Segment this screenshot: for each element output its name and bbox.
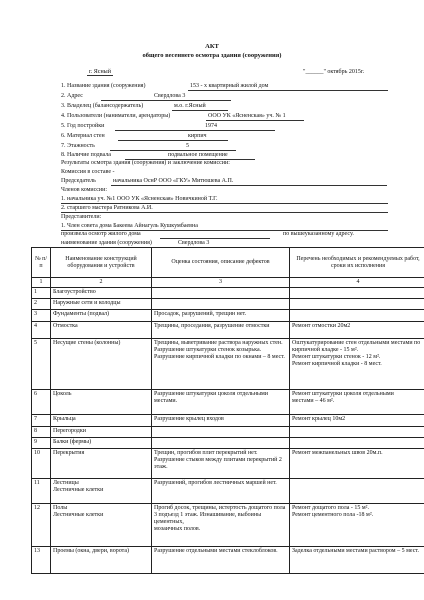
required-works-line: местами – 46 м². bbox=[292, 397, 335, 404]
required-works bbox=[290, 503, 424, 546]
construction-name-line: Фундаменты (подвал) bbox=[53, 310, 110, 317]
field-label: 3. Владелец (балансодержатель) bbox=[61, 103, 144, 109]
construction-name-line: Перегородки bbox=[53, 427, 86, 434]
field-label: 1. Название здания (сооружения) bbox=[61, 83, 146, 89]
table-row bbox=[32, 309, 424, 321]
required-works-line: Ремонт штукатурки цоколя отдельными bbox=[292, 390, 394, 397]
construction-name bbox=[51, 448, 152, 478]
document-subtitle: общего весеннего осмотра здания (сооружения) bbox=[142, 52, 282, 59]
field-value: м.о. г.Ясный bbox=[174, 103, 206, 109]
defect-description bbox=[152, 298, 290, 309]
construction-name-line: Крыльца bbox=[53, 415, 76, 422]
field-label: 8. Наличие подвала bbox=[61, 152, 111, 158]
construction-name-line: Лестничные клетки bbox=[53, 511, 104, 518]
defect-description bbox=[152, 448, 290, 478]
building-name-value: Свердлова 3 bbox=[178, 240, 210, 246]
colnum: 2 bbox=[51, 278, 152, 288]
table-header-row bbox=[32, 248, 424, 278]
construction-name bbox=[51, 338, 152, 389]
colnum: 3 bbox=[152, 278, 290, 288]
required-works bbox=[290, 309, 424, 321]
required-works-line: Ремонт кирпичной кладки - 8 мест. bbox=[292, 360, 382, 367]
document-title: АКТ bbox=[205, 43, 219, 50]
row-number: 4 bbox=[32, 321, 51, 338]
table-row bbox=[32, 503, 424, 546]
table-row bbox=[32, 426, 424, 437]
header-name: Наименование конструкций оборудования и устройств bbox=[51, 248, 152, 278]
required-works-line: Заделка отдельными местами раствором – 5 мест. bbox=[292, 547, 420, 554]
defect-description bbox=[152, 503, 290, 546]
colnum: 1 bbox=[32, 278, 51, 288]
table-row bbox=[32, 414, 424, 426]
required-works-line: Ремонт штукатурки стенок - 12 м². bbox=[292, 353, 381, 360]
required-works bbox=[290, 426, 424, 437]
field-label: 7. Этажность bbox=[61, 143, 95, 149]
table-row bbox=[32, 321, 424, 338]
defect-description-line: Разрушений, прогибов лестничных маршей нет. bbox=[154, 479, 277, 486]
required-works bbox=[290, 437, 424, 448]
field-value: 5 bbox=[186, 143, 189, 149]
required-works bbox=[290, 287, 424, 298]
construction-name-line: Наружные сети и колодцы bbox=[53, 299, 121, 306]
members-label: Членов комиссии: bbox=[61, 187, 108, 193]
construction-name bbox=[51, 298, 152, 309]
row-number: 1 bbox=[32, 287, 51, 298]
inspection-statement: произвела осмотр жилого дома bbox=[61, 231, 141, 237]
required-works-line: Оштукатурирование стен отдельными местами по кирпичной кладке - 15 м². bbox=[292, 339, 421, 353]
defect-description-line: Прогиб досок, трещины, истертость дощатого пола bbox=[154, 504, 286, 511]
construction-name-line: Лестничные клетки bbox=[53, 486, 104, 493]
required-works-line: Ремонт межпанельных швов 20м.п. bbox=[292, 449, 383, 456]
field-label: 4. Пользователи (наниматели, арендаторы) bbox=[61, 113, 171, 119]
table-row bbox=[32, 448, 424, 478]
required-works-line: Ремонт цементного пола -18 м². bbox=[292, 511, 374, 518]
field-label: 2. Адрес bbox=[61, 93, 83, 99]
construction-name bbox=[51, 437, 152, 448]
row-number: 11 bbox=[32, 478, 51, 503]
row-number: 2 bbox=[32, 298, 51, 309]
defect-description-line: Трещины, проседания, разрушение отмостки bbox=[154, 322, 270, 329]
row-number: 12 bbox=[32, 503, 51, 546]
table-row bbox=[32, 338, 424, 389]
row-number: 7 bbox=[32, 414, 51, 426]
construction-name-line: Лестницы bbox=[53, 479, 79, 486]
table-row bbox=[32, 478, 424, 503]
construction-name bbox=[51, 389, 152, 414]
defect-description-line: Разрушение крылец входов bbox=[154, 415, 224, 422]
table-row bbox=[32, 389, 424, 414]
row-number: 6 bbox=[32, 389, 51, 414]
required-works bbox=[290, 414, 424, 426]
document-date: "______" октябрь 2015г. bbox=[303, 69, 365, 75]
defect-description bbox=[152, 309, 290, 321]
header-works: Перечень необходимых и рекомендуемых работ, сроки их исполнения bbox=[290, 248, 424, 278]
results-heading: Результаты осмотра здания (сооружения) и заключение комиссии: bbox=[61, 160, 230, 166]
required-works-line: Ремонт дощатого пола - 15 м². bbox=[292, 504, 369, 511]
defect-description bbox=[152, 426, 290, 437]
defect-description bbox=[152, 338, 290, 389]
colnum: 4 bbox=[290, 278, 424, 288]
chair-value: начальника ОснР ООО «ГКУ» Митюшева А.П. bbox=[113, 178, 234, 184]
row-number: 3 bbox=[32, 309, 51, 321]
defect-description-line: Разрушение кирпичной кладки по окнами – 8 мест. bbox=[154, 353, 285, 360]
defect-description-line: Трещин, прогибов плит перекрытий нет. Разрушение стыков между плитами перекрытий 2 этаж. bbox=[154, 449, 282, 470]
construction-name-line: Отмостка bbox=[53, 322, 78, 329]
defect-description bbox=[152, 287, 290, 298]
field-value: Свердлова 3 bbox=[154, 93, 186, 99]
defect-description-line: Трещины, выветривание раствора наружных стен. Разрушение штукатурки стенок козырька. bbox=[154, 339, 283, 353]
construction-name-line: Перекрытия bbox=[53, 449, 85, 456]
required-works bbox=[290, 298, 424, 309]
table-row bbox=[32, 287, 424, 298]
required-works bbox=[290, 321, 424, 338]
table-row bbox=[32, 437, 424, 448]
defect-description-line: Разрушение отдельными местами стеклоблоков. bbox=[154, 547, 278, 554]
construction-name bbox=[51, 546, 152, 573]
row-number: 10 bbox=[32, 448, 51, 478]
required-works-line: Ремонт крылец 10м2 bbox=[292, 415, 346, 422]
required-works bbox=[290, 338, 424, 389]
defect-description bbox=[152, 389, 290, 414]
row-number: 9 bbox=[32, 437, 51, 448]
construction-name-line: Благоустройство bbox=[53, 288, 96, 295]
defect-description bbox=[152, 546, 290, 573]
representative: 1. Член совета дома Бакеева Айнагуль Кушкумбаевна bbox=[61, 223, 198, 229]
row-number: 5 bbox=[32, 338, 51, 389]
row-number: 13 bbox=[32, 546, 51, 573]
field-value: кирпич bbox=[188, 133, 207, 139]
construction-name-line: Несущие стены (колонны) bbox=[53, 339, 121, 346]
header-no: № п/п bbox=[32, 248, 51, 278]
construction-name bbox=[51, 287, 152, 298]
field-label: 5. Год постройки bbox=[61, 123, 105, 129]
table-row bbox=[32, 546, 424, 573]
representatives-label: Представители: bbox=[61, 214, 102, 220]
construction-name-line: Цоколь bbox=[53, 390, 72, 397]
construction-name-line: Проемы (окна, двери, ворота) bbox=[53, 547, 129, 554]
defect-description bbox=[152, 321, 290, 338]
required-works bbox=[290, 389, 424, 414]
field-value: ООО УК «Ясненская» уч. № 1 bbox=[208, 113, 286, 119]
construction-name-line: Полы bbox=[53, 504, 68, 511]
table-row bbox=[32, 298, 424, 309]
required-works-line: Ремонт отмостки 20м2 bbox=[292, 322, 351, 329]
field-value: 1974 bbox=[205, 123, 217, 129]
construction-name bbox=[51, 309, 152, 321]
defect-description-line: мозаичных полов. bbox=[154, 525, 201, 532]
required-works bbox=[290, 478, 424, 503]
chair-label: Председатель bbox=[61, 178, 96, 184]
field-value: 153 - х квартирный жилой дом bbox=[190, 83, 269, 89]
building-name-label: наименование здания (сооружения) bbox=[61, 240, 152, 246]
required-works bbox=[290, 448, 424, 478]
commission-composition: Комиссия в составе - bbox=[61, 169, 115, 175]
field-value: подвальное помещение bbox=[168, 152, 228, 158]
row-number: 8 bbox=[32, 426, 51, 437]
defect-description-line: Разрушение штукатурки цоколя отдельными местами. bbox=[154, 390, 268, 404]
defect-description bbox=[152, 478, 290, 503]
commission-member: 1. начальника уч. №1 ООО УК «Ясненская» Новичкиной Т.Г. bbox=[61, 196, 218, 202]
construction-name bbox=[51, 503, 152, 546]
defect-description bbox=[152, 414, 290, 426]
defects-table bbox=[31, 247, 424, 574]
construction-name bbox=[51, 478, 152, 503]
city: г. Ясный bbox=[89, 69, 111, 75]
header-state: Оценка состояния, описание дефектов bbox=[152, 248, 290, 278]
defect-description bbox=[152, 437, 290, 448]
defect-description-line: 3 подъезд 1 этаж. Изнашивание, выбоины цементных, bbox=[154, 511, 262, 525]
construction-name-line: Балки (фермы) bbox=[53, 438, 92, 445]
construction-name bbox=[51, 414, 152, 426]
required-works bbox=[290, 546, 424, 573]
table-colnum-row bbox=[32, 278, 424, 288]
inspection-statement-tail: по вышеуказанному адресу. bbox=[283, 231, 354, 237]
construction-name bbox=[51, 321, 152, 338]
commission-member: 2. старшего мастера Ратникова А.И. bbox=[61, 205, 153, 211]
field-label: 6. Материал стен bbox=[61, 133, 105, 139]
construction-name bbox=[51, 426, 152, 437]
defect-description-line: Просадок, разрушений, трещин нет. bbox=[154, 310, 247, 317]
